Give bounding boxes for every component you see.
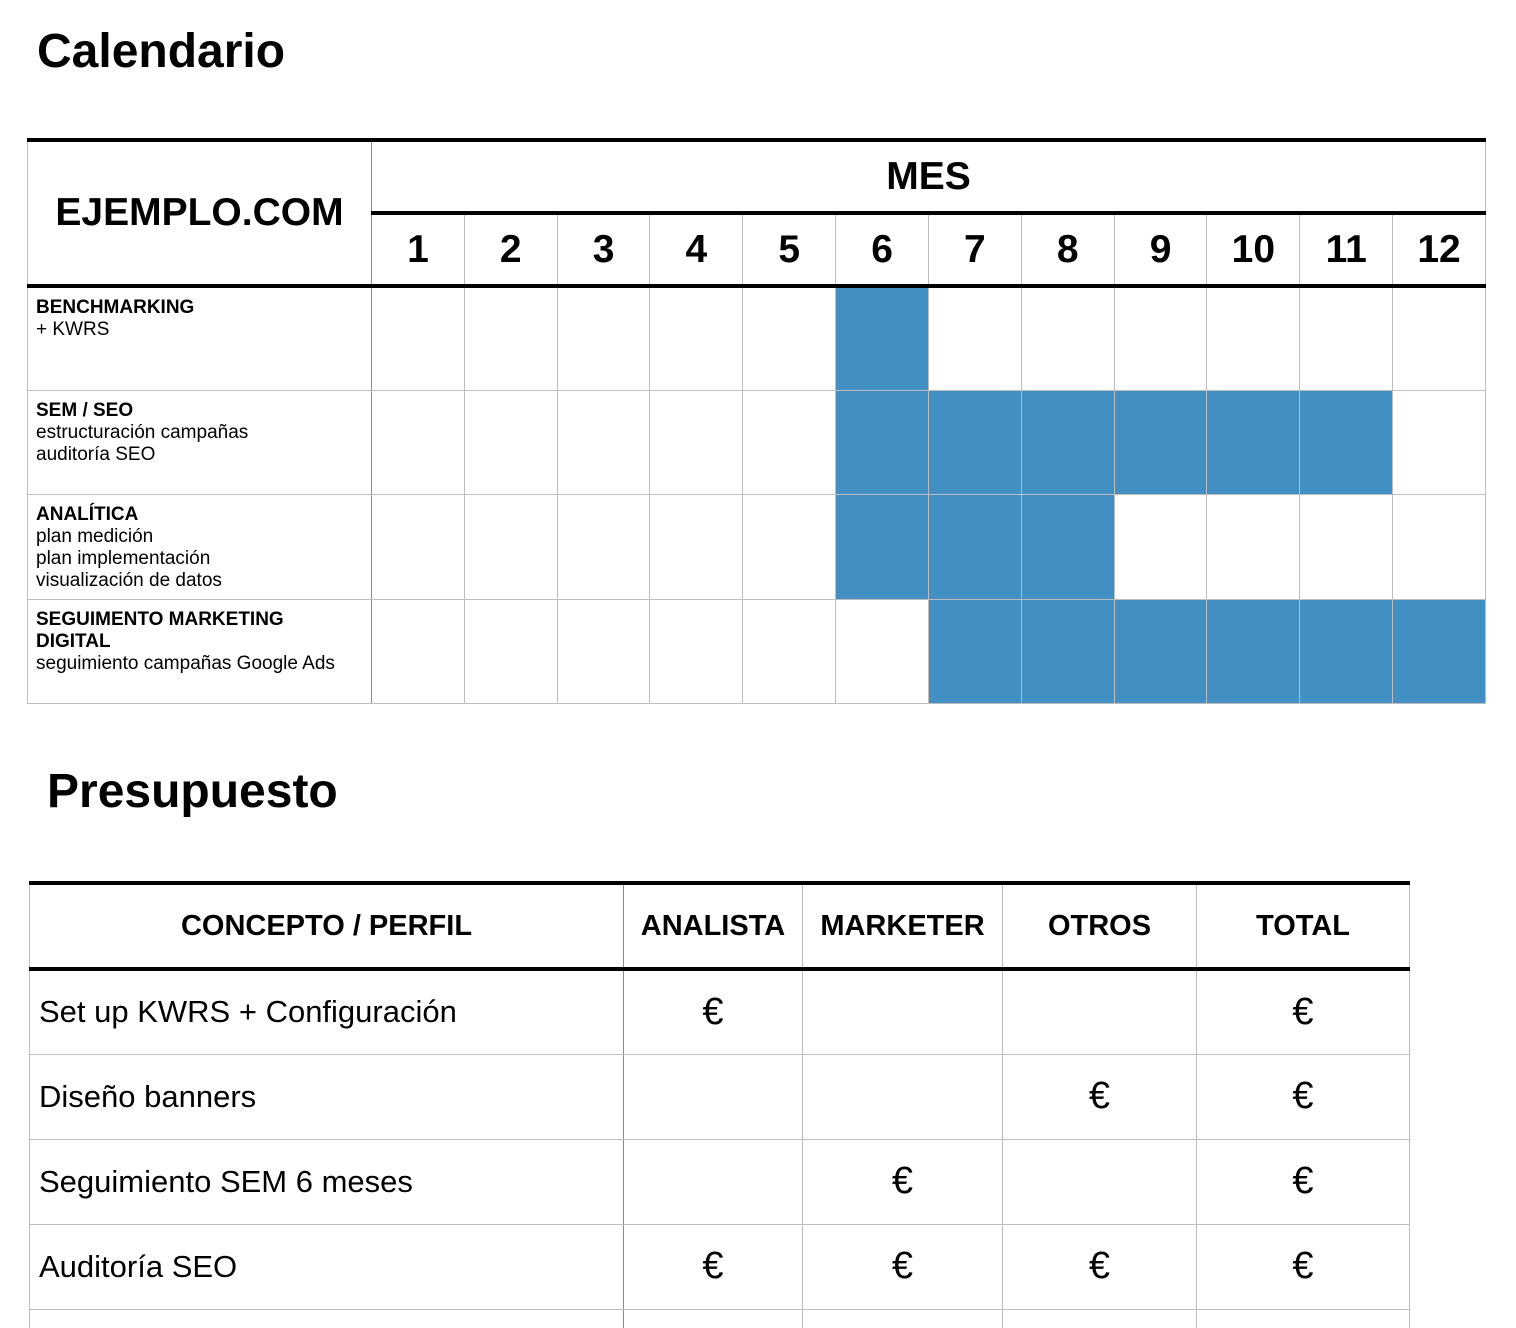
- task-rows: [28, 286, 1486, 704]
- month-header: 8: [1021, 213, 1114, 286]
- month-header: 3: [557, 213, 650, 286]
- gantt-cell: [557, 599, 650, 703]
- gantt-cell-active: [1393, 599, 1486, 703]
- gantt-cell-active: [1114, 390, 1207, 494]
- task-subitem: plan medición: [36, 526, 154, 548]
- budget-amount-otros: €: [1003, 1224, 1197, 1309]
- task-row: [28, 390, 1486, 494]
- gantt-cell: [372, 495, 465, 599]
- budget-row: [30, 1309, 1410, 1328]
- gantt-cell: [557, 286, 650, 390]
- task-subitem: + KWRS: [36, 319, 110, 340]
- month-header: 12: [1393, 213, 1486, 286]
- gantt-cell: [836, 599, 929, 703]
- month-header: 5: [743, 213, 836, 286]
- calendar-table: [27, 138, 1486, 704]
- budget-amount-analista: [624, 1139, 803, 1224]
- gantt-cell-active: [836, 390, 929, 494]
- task-subitem: visualización de datos: [36, 570, 222, 592]
- budget-row: [30, 1224, 1410, 1309]
- gantt-cell-active: [1021, 390, 1114, 494]
- budget-amount-marketer: [803, 1309, 1003, 1328]
- task-subitem: estructuración campañas: [36, 421, 249, 443]
- gantt-cell: [372, 286, 465, 390]
- gantt-cell-active: [1300, 599, 1393, 703]
- budget-concept: [30, 1309, 624, 1328]
- calendar-heading: Calendario: [37, 25, 286, 78]
- budget-amount-otros: [1003, 1309, 1197, 1328]
- task-row: [28, 599, 1486, 703]
- gantt-cell-active: [836, 495, 929, 599]
- month-header: 11: [1300, 213, 1393, 286]
- gantt-cell: [743, 390, 836, 494]
- budget-table: [29, 881, 1410, 1328]
- task-title: ANALÍTICA: [36, 504, 139, 526]
- month-header: 1: [372, 213, 465, 286]
- gantt-cell-active: [928, 390, 1021, 494]
- gantt-cell-active: [836, 286, 929, 390]
- gantt-cell: [1300, 286, 1393, 390]
- gantt-cell: [1393, 495, 1486, 599]
- month-header: 7: [928, 213, 1021, 286]
- budget-column-header: CONCEPTO / PERFIL: [30, 883, 624, 969]
- task-title: BENCHMARKING: [36, 297, 195, 318]
- gantt-cell: [650, 286, 743, 390]
- task-subitem: auditoría SEO: [36, 443, 156, 465]
- budget-amount-marketer: [803, 1054, 1003, 1139]
- month-header: 4: [650, 213, 743, 286]
- task-subitem: seguimiento campañas Google Ads: [36, 652, 335, 674]
- budget-amount-analista: [624, 1054, 803, 1139]
- gantt-cell-active: [928, 599, 1021, 703]
- budget-column-header: OTROS: [1003, 883, 1197, 969]
- budget-column-header: MARKETER: [803, 883, 1003, 969]
- brand-header: EJEMPLO.COM: [28, 140, 372, 286]
- gantt-cell-active: [1207, 599, 1300, 703]
- budget-amount-total: €: [1197, 1139, 1410, 1224]
- gantt-cell: [650, 390, 743, 494]
- budget-row: [30, 969, 1410, 1054]
- task-label: [28, 390, 372, 494]
- task-subitem: plan implementación: [36, 548, 211, 570]
- gantt-cell: [1021, 286, 1114, 390]
- budget-amount-marketer: [803, 969, 1003, 1054]
- budget-amount-analista: [624, 1309, 803, 1328]
- gantt-cell: [464, 390, 557, 494]
- task-title: SEGUIMENTO MARKETING DIGITAL: [36, 608, 284, 652]
- gantt-cell-active: [1021, 495, 1114, 599]
- gantt-cell: [743, 599, 836, 703]
- gantt-cell: [1114, 286, 1207, 390]
- gantt-cell: [1207, 286, 1300, 390]
- gantt-cell: [1393, 286, 1486, 390]
- gantt-cell: [557, 390, 650, 494]
- budget-amount-marketer: €: [803, 1224, 1003, 1309]
- gantt-cell: [650, 495, 743, 599]
- task-label: [28, 599, 372, 703]
- budget-column-header: ANALISTA: [624, 883, 803, 969]
- budget-concept: Diseño banners: [30, 1054, 624, 1139]
- task-title: SEM / SEO: [36, 399, 134, 421]
- budget-amount-total: €: [1197, 969, 1410, 1054]
- budget-amount-analista: €: [624, 969, 803, 1054]
- task-label: [28, 495, 372, 599]
- gantt-cell: [1207, 495, 1300, 599]
- month-header: 10: [1207, 213, 1300, 286]
- budget-concept: Auditoría SEO: [30, 1224, 624, 1309]
- month-header: 6: [836, 213, 929, 286]
- budget-amount-analista: €: [624, 1224, 803, 1309]
- month-header: 9: [1114, 213, 1207, 286]
- budget-amount-total: €: [1197, 1054, 1410, 1139]
- gantt-cell: [1300, 495, 1393, 599]
- budget-amount-total: €: [1197, 1224, 1410, 1309]
- task-row: [28, 286, 1486, 390]
- budget-heading: Presupuesto: [47, 765, 338, 818]
- budget-amount-marketer: €: [803, 1139, 1003, 1224]
- budget-amount-otros: [1003, 969, 1197, 1054]
- task-label: [28, 286, 372, 390]
- gantt-cell: [464, 286, 557, 390]
- budget-concept: Set up KWRS + Configuración: [30, 969, 624, 1054]
- month-header: 2: [464, 213, 557, 286]
- gantt-cell: [650, 599, 743, 703]
- task-row: [28, 495, 1486, 599]
- gantt-cell-active: [1114, 599, 1207, 703]
- gantt-cell-active: [1300, 390, 1393, 494]
- gantt-cell: [743, 286, 836, 390]
- gantt-cell: [1114, 495, 1207, 599]
- budget-row: [30, 1054, 1410, 1139]
- budget-column-header: TOTAL: [1197, 883, 1410, 969]
- budget-rows: [30, 969, 1410, 1328]
- gantt-cell: [1393, 390, 1486, 494]
- gantt-cell: [928, 286, 1021, 390]
- budget-amount-otros: [1003, 1139, 1197, 1224]
- gantt-cell: [372, 390, 465, 494]
- budget-row: [30, 1139, 1410, 1224]
- gantt-cell: [372, 599, 465, 703]
- gantt-cell: [743, 495, 836, 599]
- gantt-cell: [464, 599, 557, 703]
- budget-amount-total: [1197, 1309, 1410, 1328]
- gantt-cell: [464, 495, 557, 599]
- gantt-cell: [557, 495, 650, 599]
- gantt-cell-active: [928, 495, 1021, 599]
- budget-concept: Seguimiento SEM 6 meses: [30, 1139, 624, 1224]
- gantt-cell-active: [1021, 599, 1114, 703]
- budget-header-row: [30, 883, 1410, 969]
- month-group-header: MES: [372, 140, 1486, 213]
- gantt-cell-active: [1207, 390, 1300, 494]
- budget-amount-otros: €: [1003, 1054, 1197, 1139]
